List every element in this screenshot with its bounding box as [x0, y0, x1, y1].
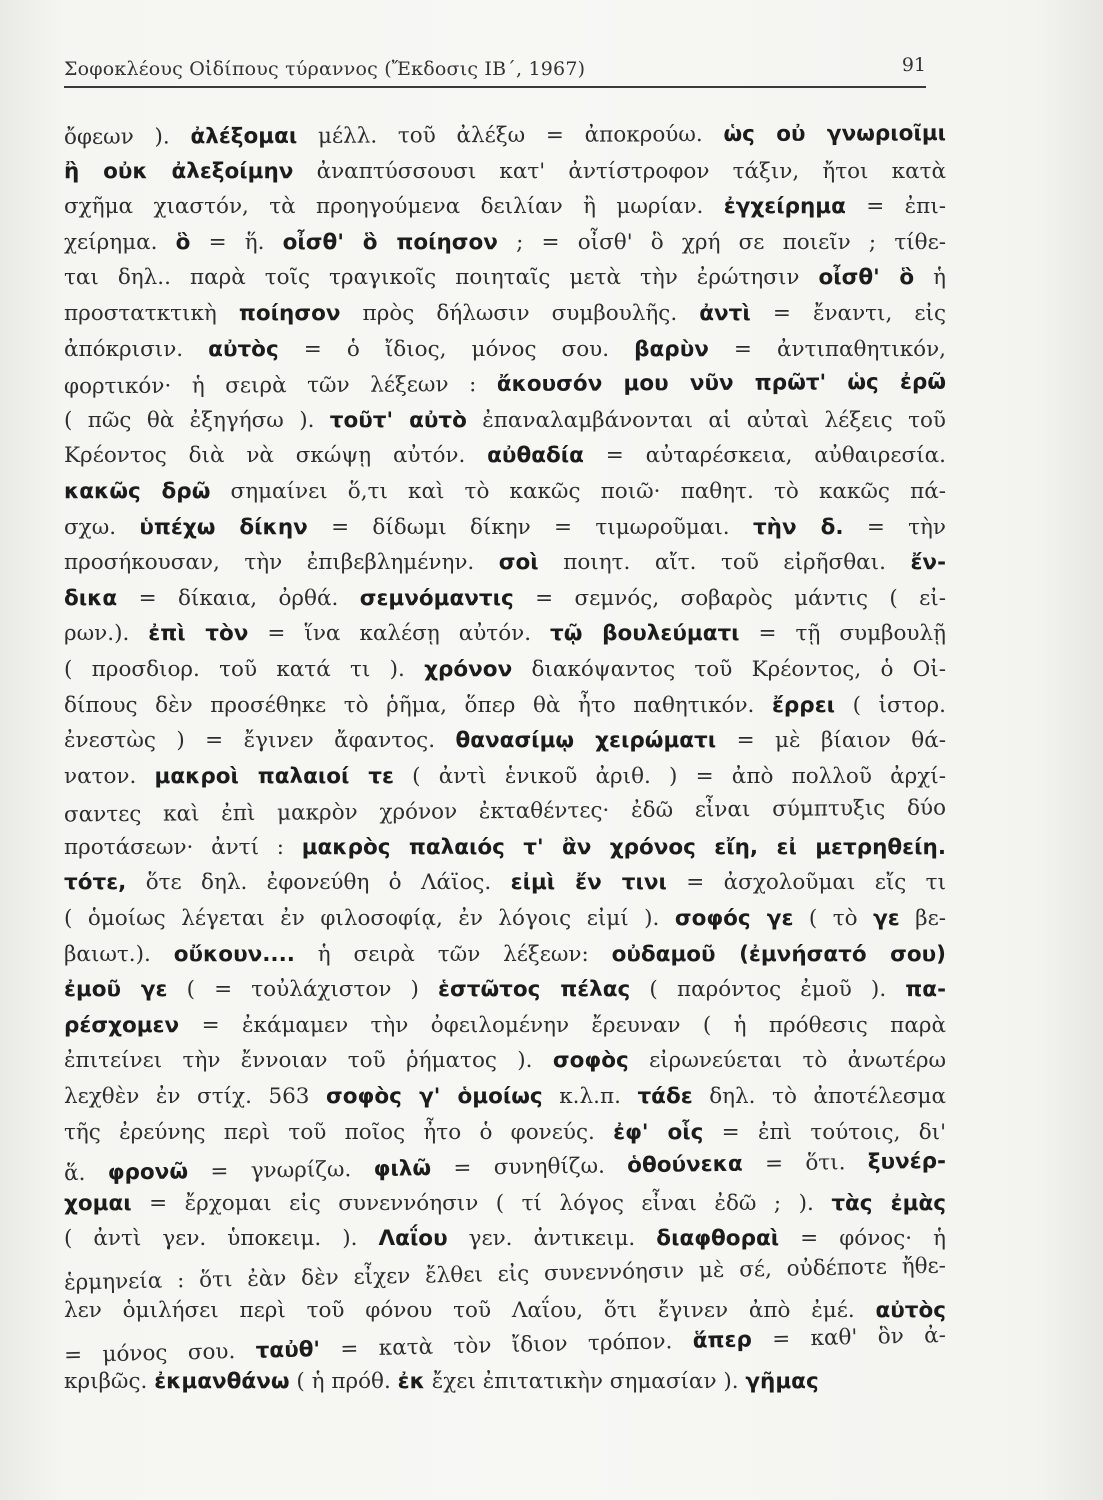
- gloss-text: = μὲ βίαιον θά-: [716, 728, 946, 754]
- gloss-text: = ἔναντι, εἰς: [750, 300, 946, 326]
- gloss-text: = κατὰ τὸν ἴδιον τρόπον.: [319, 1328, 694, 1363]
- gloss-text: = φόνος· ἡ: [779, 1226, 946, 1252]
- gloss-text: σημαίνει ὅ,τι καὶ τὸ κακῶς ποιῶ· παθητ. τὸ κακῶς πά-: [210, 478, 946, 504]
- text-line: [64, 1186, 946, 1222]
- text-line: [64, 581, 946, 617]
- gloss-text: Κρέοντος διὰ νὰ σκώψῃ αὐτόν.: [64, 443, 488, 469]
- lemma: ἄκουσόν μου νῦν πρῶτ' ὡς ἐρῶ: [496, 369, 947, 398]
- lemma: μακρὸς παλαιός τ' ἂν χρόνος εἴη, εἰ μετρηθείη.: [301, 834, 946, 860]
- lemma: ἢ οὐκ ἀλεξοίμην: [64, 158, 294, 184]
- text-line: [64, 403, 946, 439]
- lemma: χομαι: [64, 1190, 132, 1216]
- text-line: [64, 1008, 946, 1044]
- text-line: [64, 116, 946, 155]
- text-line: [64, 830, 946, 866]
- gloss-text: ἡ σειρὰ τῶν λέξεων:: [294, 941, 612, 967]
- gloss-text: ( προσδιορ. τοῦ κατά τι ).: [64, 656, 425, 682]
- lemma: φρονῶ: [107, 1159, 189, 1186]
- lemma: ξυνέρ-: [867, 1149, 947, 1176]
- lemma: ὃ: [175, 229, 191, 255]
- gloss-text: = ἥ.: [190, 229, 283, 255]
- text-line: [64, 332, 946, 368]
- text-line: [64, 1079, 946, 1115]
- gloss-text: = δίδωμι δίκην = τιμωροῦμαι.: [307, 514, 753, 540]
- running-title: Σοφοκλέους Οἰδίπους τύραννος (Ἔκδοσις ΙΒ΄, 1967): [64, 58, 586, 80]
- gloss-text: βε-: [899, 906, 946, 932]
- gloss-text: χείρημα.: [64, 229, 176, 255]
- lemma: τὴν δ.: [752, 514, 844, 540]
- gloss-text: ἡ: [914, 265, 946, 291]
- gloss-text: ται δηλ.. παρὰ τοῖς τραγικοῖς ποιηταῖς μετὰ τὴν ἐρώτησιν: [64, 265, 819, 291]
- gloss-text: σαντες καὶ ἐπὶ μακρὸν χρόνον ἐκταθέντες· ἐδῶ εἶναι σύμπτυξις δύο: [63, 795, 947, 828]
- text-line: [64, 1144, 946, 1192]
- gloss-text: = μόνος σου.: [63, 1338, 256, 1369]
- gloss-text: ἀναπτύσσουσι κατ' ἀντίστροφον τάξιν, ἤτοι κατὰ: [293, 158, 946, 184]
- lemma: αὐτὸς: [208, 336, 279, 362]
- gloss-text: = ἀσχολοῦμαι εἴς τι: [666, 870, 947, 896]
- text-line: [64, 545, 946, 581]
- lemma: διαφθοραὶ: [656, 1226, 780, 1252]
- text-line: [64, 474, 946, 510]
- gloss-text: = γνωρίζω.: [187, 1157, 374, 1185]
- gloss-text: ὄφεων ).: [63, 124, 191, 150]
- lemma: ἐφ' οἷς: [613, 1119, 704, 1145]
- gloss-text: μέλλ. τοῦ ἀλέξω = ἀποκρούω.: [297, 122, 724, 149]
- text-line: [64, 438, 946, 474]
- lemma: ἔρρει: [771, 692, 836, 718]
- lemma: βαρὺν: [634, 336, 709, 362]
- lemma: σοφός γε: [674, 906, 794, 932]
- text-line: [64, 154, 946, 190]
- lemma: αὐτὸς: [875, 1297, 946, 1323]
- text-line: [64, 1043, 946, 1079]
- gloss-text: εἰρωνεύεται τὸ ἀνωτέρω: [628, 1048, 946, 1074]
- lemma: ρέσχομεν: [64, 1012, 180, 1038]
- text-line: [64, 759, 946, 795]
- gloss-text: δηλ. τὸ ἀποτέλεσμα: [692, 1084, 946, 1110]
- lemma: θανασίμῳ χειρώματι: [455, 728, 717, 754]
- gloss-text: = δίκαια, ὀρθά.: [117, 585, 360, 611]
- lemma: ἐκ: [397, 1368, 425, 1394]
- lemma: αὐθαδία: [487, 443, 584, 469]
- lemma: ἐγχείρημα: [723, 194, 846, 220]
- running-head: [64, 52, 926, 88]
- gloss-text: κ.λ.π.: [542, 1084, 638, 1110]
- gloss-text: = ἵνα καλέσῃ αὐτόν.: [248, 621, 551, 647]
- gloss-text: ἐπιτείνει τὴν ἔννοιαν τοῦ ῥήματος ).: [64, 1048, 553, 1074]
- lemma: οὐδαμοῦ (ἐμνήσατό σου): [611, 941, 947, 967]
- gloss-text: = ἐπὶ τούτοις, δι': [703, 1119, 947, 1145]
- gloss-text: = αὐταρέσκεια, αὐθαιρεσία.: [583, 443, 946, 469]
- gloss-text: ἅ.: [63, 1160, 108, 1187]
- text-line: [64, 510, 946, 546]
- lemma: πα-: [905, 977, 946, 1003]
- page-number: 91: [901, 54, 926, 76]
- lemma: ἀντὶ: [699, 300, 751, 326]
- gloss-text: ἑρμηνεία : ὅτι ἐὰν δὲν εἶχεν ἔλθει εἰς συνεννόησιν μὲ σέ, οὐδέποτε ἤθε-: [63, 1253, 947, 1296]
- text-line: [64, 865, 946, 901]
- gloss-text: ἔχει ἐπιτατικὴν σημασίαν ).: [424, 1368, 746, 1394]
- gloss-text: ἀπόκρισιν.: [64, 336, 209, 362]
- text-line: [64, 365, 946, 405]
- lemma: τοῦτ' αὐτὸ: [329, 407, 467, 433]
- lemma: ἑστῶτος πέλας: [438, 977, 631, 1003]
- lemma: τῷ βουλεύματι: [550, 621, 740, 647]
- lemma: ποίησον: [238, 300, 341, 326]
- lemma: σοφὸς: [552, 1048, 629, 1074]
- lemma: ἐμοῦ γε: [64, 977, 168, 1003]
- gloss-text: διακόψαντος τοῦ Κρέοντος, ὁ Οἰ-: [512, 656, 946, 682]
- gloss-text: = ἀντιπαθητικόν,: [708, 336, 946, 362]
- lemma: γῆμας: [745, 1368, 819, 1394]
- lemma: μακροὶ παλαιοί τε: [154, 763, 394, 789]
- lemma: ὑπέχω δίκην: [139, 514, 308, 540]
- text-line: [64, 296, 946, 332]
- lemma: εἰμὶ ἔν τινι: [510, 870, 667, 896]
- gloss-text: σχῆμα χιαστόν, τὰ προηγούμενα δειλίαν ἢ μωρίαν.: [64, 194, 724, 220]
- lemma: γε: [873, 906, 900, 932]
- lemma: οἶσθ' ὃ ποίησον: [282, 229, 498, 255]
- gloss-text: = καθ' ὃν ἀ-: [751, 1323, 947, 1353]
- text-line: [64, 937, 946, 973]
- commentary-text: [64, 118, 946, 1399]
- text-line: [64, 972, 946, 1008]
- lemma: χρόνον: [424, 656, 513, 682]
- gloss-text: = τῇ συμβουλῇ: [739, 621, 946, 647]
- gloss-text: σχω.: [64, 514, 140, 540]
- text-line: [64, 901, 946, 937]
- lemma: ὡς οὐ γνωριοῖμι: [723, 121, 947, 148]
- text-line: [64, 260, 946, 296]
- gloss-text: ( παρόντος ἐμοῦ ).: [630, 977, 906, 1003]
- gloss-text: νατον.: [64, 763, 155, 789]
- lemma: τὰς ἐμὰς: [831, 1190, 946, 1216]
- gloss-text: = ἐκάμαμεν τὴν ὀφειλομένην ἔρευναν ( ἡ πρόθεσις παρὰ: [179, 1012, 946, 1038]
- gloss-text: = σεμνός, σοβαρὸς μάντις ( εἰ-: [513, 585, 946, 611]
- text-line: [64, 189, 946, 225]
- gloss-text: πρὸς δήλωσιν συμβουλῆς.: [340, 300, 700, 326]
- lemma: σεμνόμαντις: [359, 585, 514, 611]
- gloss-text: ( ἡ πρόθ.: [289, 1368, 398, 1394]
- lemma: σοφὸς γ' ὁμοίως: [326, 1084, 543, 1110]
- lemma: δικα: [64, 585, 118, 611]
- lemma: σοὶ: [498, 550, 539, 576]
- gloss-text: φορτικόν· ἡ σειρὰ τῶν λέξεων :: [63, 372, 497, 400]
- text-line: [64, 723, 946, 759]
- gloss-text: προσήκουσαν, τὴν ἐπιβεβλημένην.: [64, 550, 499, 576]
- gloss-text: = συνηθίζω.: [430, 1153, 628, 1182]
- gloss-text: προστατκτικὴ: [64, 300, 239, 326]
- lemma: οἶσθ' ὃ: [818, 265, 915, 291]
- text-line: [64, 225, 946, 261]
- gloss-text: = ἐπι-: [845, 194, 947, 220]
- gloss-text: ( ἀντὶ γεν. ὑποκειμ. ).: [64, 1226, 379, 1252]
- gloss-text: ( ὁμοίως λέγεται ἐν φιλοσοφίᾳ, ἐν λόγοις εἰμί ).: [64, 906, 675, 932]
- gloss-text: ; = οἶσθ' ὃ χρή σε ποιεῖν ; τίθε-: [497, 229, 947, 255]
- gloss-text: γεν. ἀντικειμ.: [447, 1226, 657, 1252]
- lemma: ἅπερ: [692, 1327, 753, 1354]
- lemma: ὁθούνεκα: [627, 1151, 743, 1179]
- gloss-text: ὅτε δηλ. ἐφονεύθη ὁ Λάϊος.: [126, 870, 511, 896]
- lemma: τάδε: [637, 1084, 693, 1110]
- gloss-text: τῆς ἐρεύνης περὶ τοῦ ποῖος ἦτο ὁ φονεύς.: [64, 1119, 614, 1145]
- gloss-text: ( τὸ: [793, 906, 874, 932]
- gloss-text: ποιητ. αἴτ. τοῦ εἰρῆσθαι.: [538, 550, 911, 576]
- gloss-text: ρων.).: [64, 621, 149, 647]
- gloss-text: ( πῶς θὰ ἐξηγήσω ).: [64, 407, 330, 433]
- text-line: [64, 688, 946, 724]
- gloss-text: λεχθὲν ἐν στίχ. 563: [64, 1084, 327, 1110]
- gloss-text: βαιωτ.).: [64, 941, 174, 967]
- gloss-text: λεν ὁμιλήσει περὶ τοῦ φόνου τοῦ Λαΐου, ὅτι ἔγινεν ἀπὸ ἐμέ.: [64, 1297, 876, 1323]
- gloss-text: = ἔρχομαι εἰς συνεννόησιν ( τί λόγος εἶναι ἐδῶ ; ).: [131, 1190, 832, 1216]
- gloss-text: ( = τοὐλάχιστον ): [167, 977, 439, 1003]
- text-line: [64, 652, 946, 688]
- gloss-text: προτάσεων· ἀντί :: [64, 834, 302, 860]
- lemma: κακῶς δρῶ: [64, 478, 211, 504]
- lemma: ἐκμανθάνω: [154, 1368, 290, 1394]
- lemma: ἀλέξομαι: [190, 123, 298, 150]
- gloss-text: = τὴν: [843, 514, 946, 540]
- lemma: ἔν-: [910, 550, 946, 576]
- gloss-text: = ὅτι.: [742, 1150, 868, 1177]
- gloss-text: ἐνεστὼς ) = ἔγινεν ἄφαντος.: [64, 728, 456, 754]
- gloss-text: δίπους δὲν προσέθηκε τὸ ῥῆμα, ὅπερ θὰ ἦτο παθητικόν.: [64, 692, 772, 718]
- lemma: Λαΐου: [378, 1226, 448, 1252]
- gloss-text: ἐπαναλαμβάνονται αἱ αὐταὶ λέξεις τοῦ: [466, 407, 946, 433]
- text-line: [64, 616, 946, 652]
- gloss-text: ( ἀντὶ ἑνικοῦ ἀριθ. ) = ἀπὸ πολλοῦ ἀρχί-: [393, 763, 946, 789]
- lemma: ἐπὶ τὸν: [148, 621, 249, 647]
- lemma: τότε,: [64, 870, 127, 896]
- lemma: ταὐθ': [255, 1337, 321, 1364]
- lemma: φιλῶ: [373, 1156, 432, 1183]
- text-line: [64, 791, 946, 834]
- gloss-text: κριβῶς.: [64, 1368, 155, 1394]
- lemma: οὔκουν....: [173, 941, 295, 967]
- gloss-text: ( ἱστορ.: [835, 692, 946, 718]
- gloss-text: = ὁ ἴδιος, μόνος σου.: [278, 336, 635, 362]
